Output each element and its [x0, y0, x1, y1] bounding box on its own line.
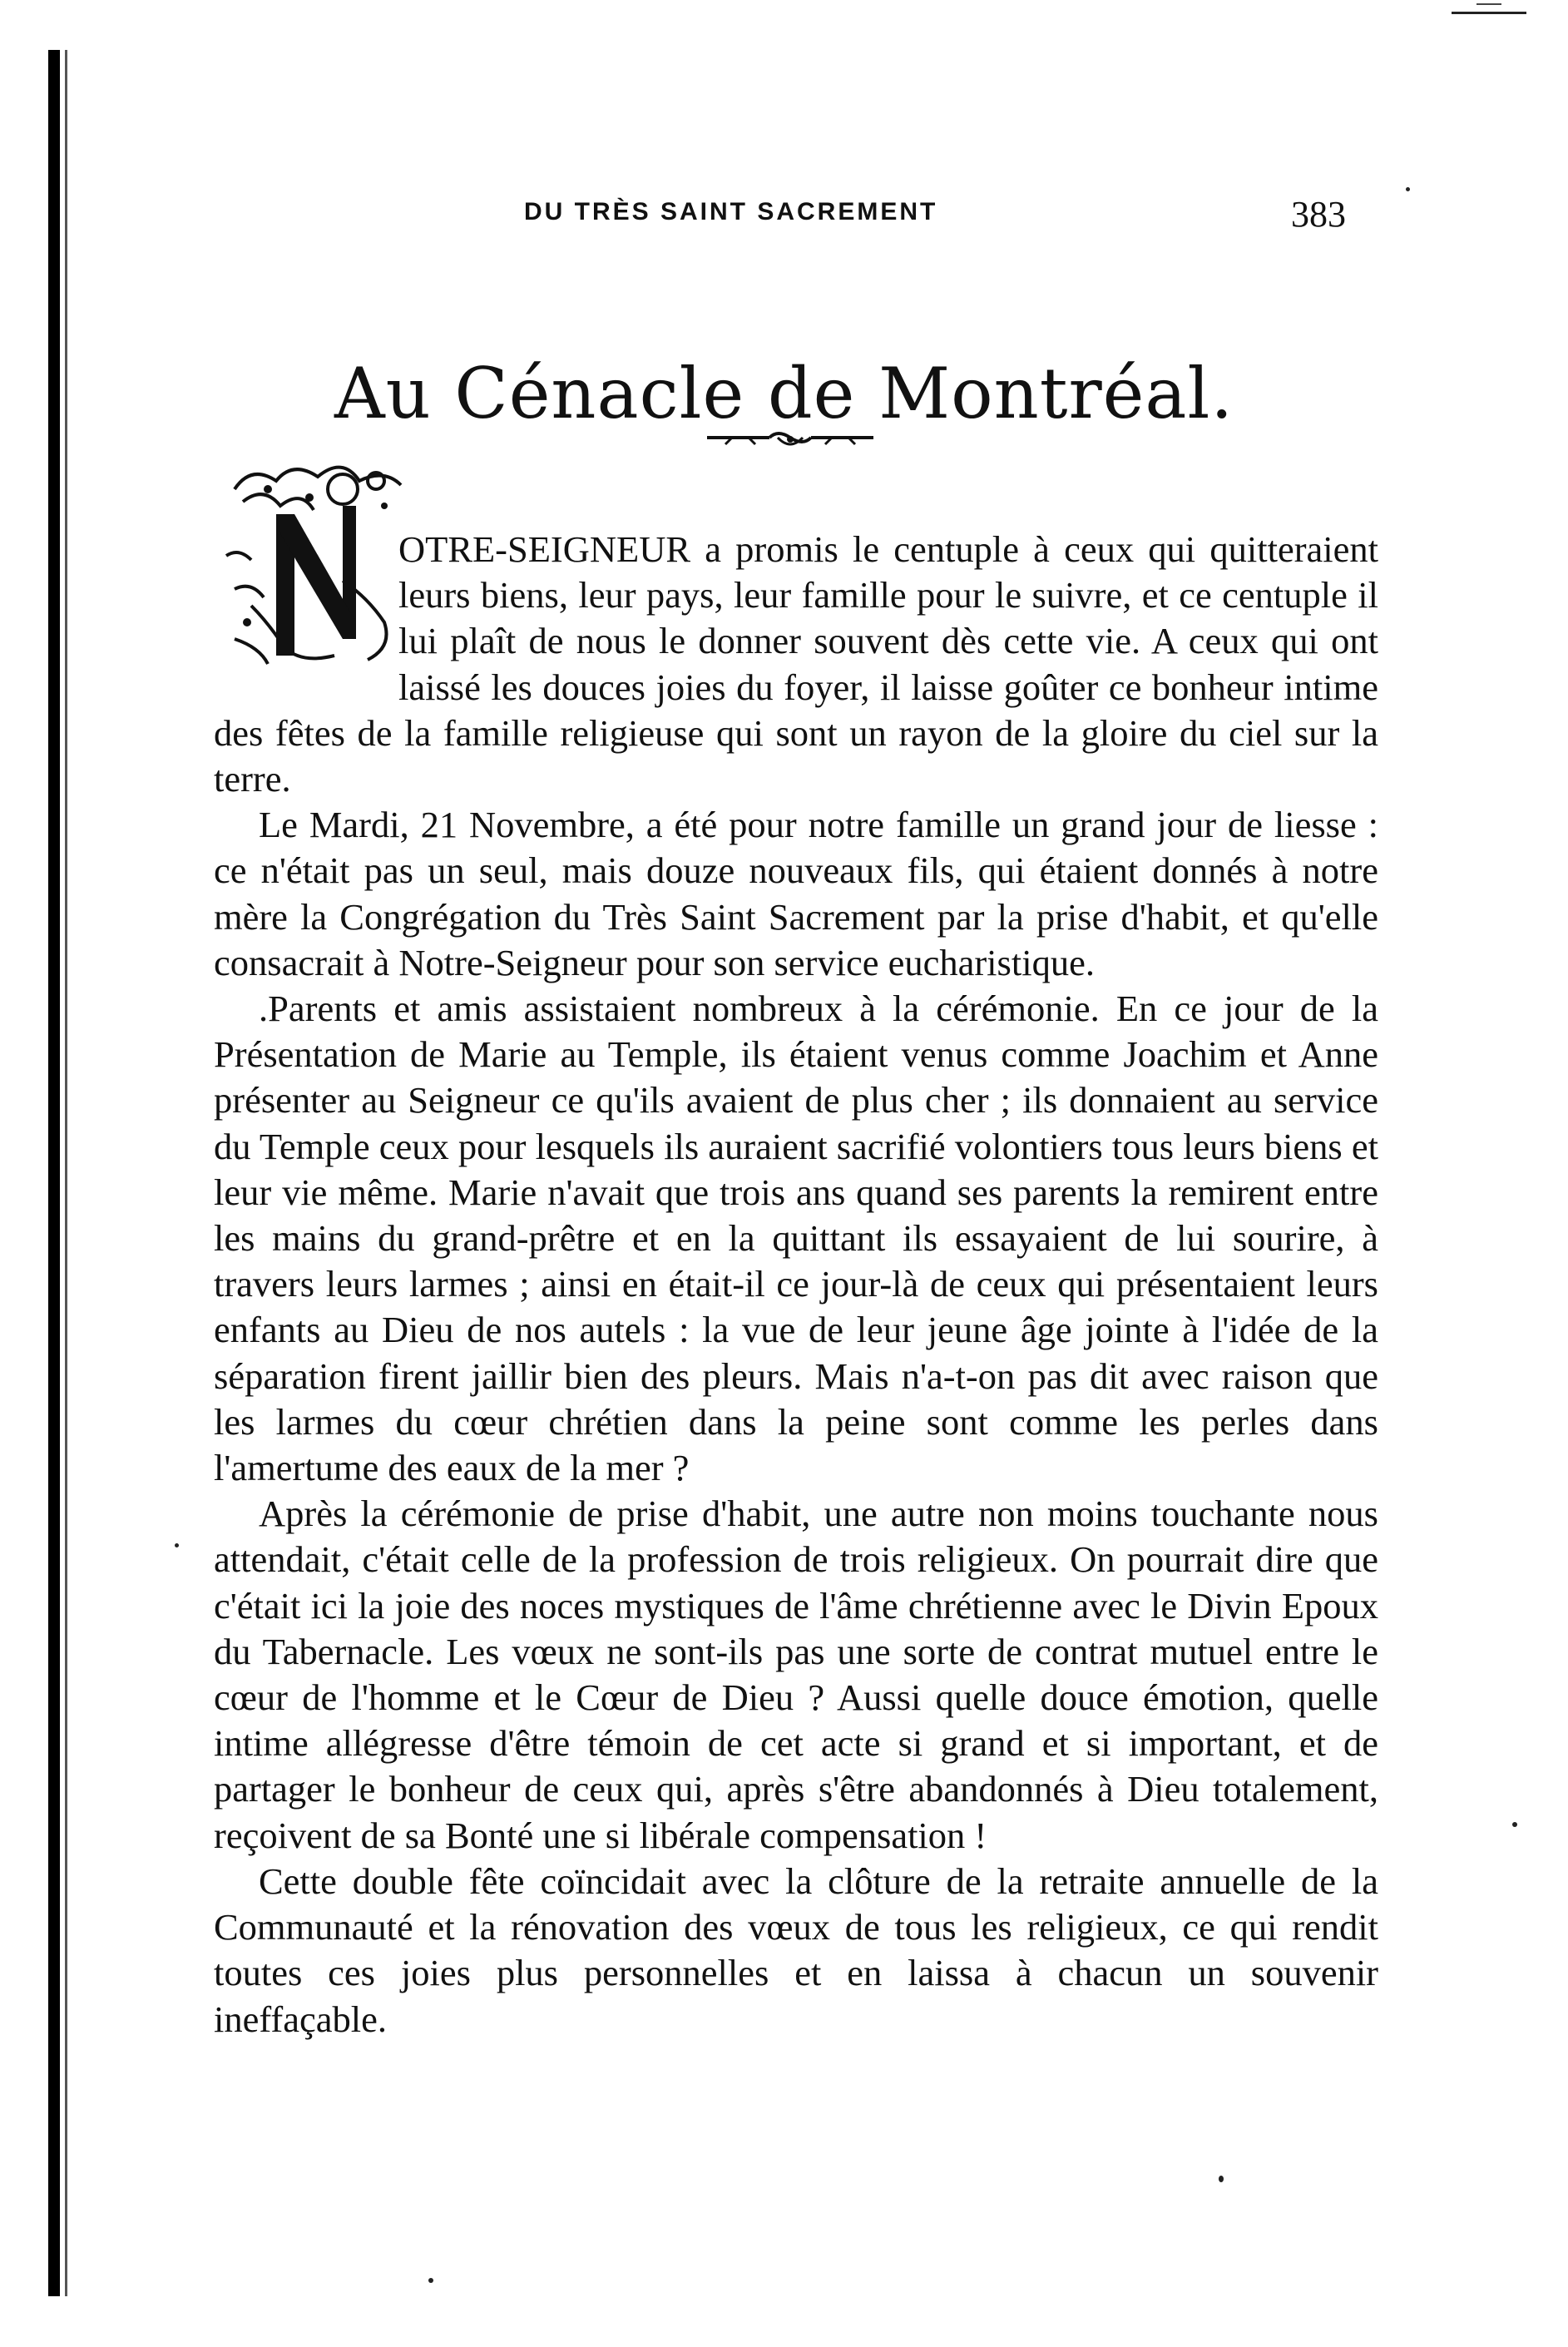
speck-mark [1219, 2176, 1224, 2182]
speck-mark [1512, 1822, 1517, 1827]
drop-cap-space [214, 527, 398, 698]
paragraph-4: Après la cérémonie de prise d'habit, une autre non moins touchante nous attendait, c'était celle de la profession de trois religieux. On pourrait dire que c'était ici la joie des noces mystiques de l'âme chrétienne avec le Divin Epoux du Tabernacle. Les vœux ne sont-ils pas une sorte de contrat mutuel entre le cœur de l'homme et le Cœur de Dieu ? Aussi quelle douce émotion, quelle intime allégresse d'être témoin de cet acte si grand et si important, et de partager le bonheur de ceux qui, après s'être abandonnés à Dieu totalement, reçoivent de sa Bonté une si libérale compensation ! [214, 1493, 1378, 1856]
scan-corner-mark [1452, 12, 1526, 14]
running-header: DU TRÈS SAINT SACREMENT [524, 198, 938, 225]
paragraph-1-text: a promis le centuple à ceux qui quitteraient leurs biens, leur pays, leur famille pour le suivre, et ce centuple il lui plaît de nous le donner souvent dès cette vie. A ceux qui ont laissé les douces joies du foyer, il laisse goûter ce bonheur intime des fêtes de la famille religieuse qui sont un rayon de la gloire du ciel sur la terre. [214, 528, 1378, 800]
paragraph-5: Cette double fête coïncidait avec la clôture de la retraite annuelle de la Communauté et la rénovation des vœux de tous les religieux, ce qui rendit toutes ces joies plus personnelles et en laissa à chacun un souvenir ineffaçable. [214, 1859, 1378, 2040]
speck-mark [175, 1543, 179, 1547]
article-title: Au Cénacle de Montréal. [334, 353, 1234, 435]
paragraph-3: .Parents et amis assistaient nombreux à la cérémonie. En ce jour de la Présentation de Marie au Temple, ils étaient venus comme Joachim et Anne présenter au Seigneur ce qu'ils avaient de plus cher ; ils donnaient au service du Temple ceux pour lesquels ils auraient sacrifié volontiers tous leurs biens et leur vie même. Marie n'avait que trois ans quand ses parents la remirent entre les mains du grand-prêtre et en la quittant ils essayaient de lui sourire, à travers leurs larmes ; ainsi en était-il ce jour-là de ceux qui présentaient leurs enfants au Dieu de nos autels : la vue de leur jeune âge jointe à l'idée de la séparation firent jaillir bien des pleurs. Mais n'a-t-on pas dit avec raison que les larmes du cœur chrétien dans la peine sont comme les perles dans l'amertume des eaux de la mer ? [214, 988, 1378, 1489]
speck-mark [428, 2278, 433, 2283]
floral-divider-icon [699, 426, 882, 459]
first-word: OTRE-SEIGNEUR [398, 528, 691, 570]
scan-corner-mark-short [1476, 3, 1501, 5]
paragraph-2: Le Mardi, 21 Novembre, a été pour notre famille un grand jour de liesse : ce n'était pas un seul, mais douze nouveaux fils, qui étaient donnés à notre mère la Congrégation du Très Saint Sacrement par la prise d'habit, et qu'elle consacrait à Notre-Seigneur pour son service eucharistique. [214, 804, 1378, 983]
speck-mark [1406, 187, 1410, 191]
article-body [214, 527, 1378, 2042]
paragraph-1 [214, 527, 1378, 802]
page-number: 383 [1291, 194, 1346, 235]
